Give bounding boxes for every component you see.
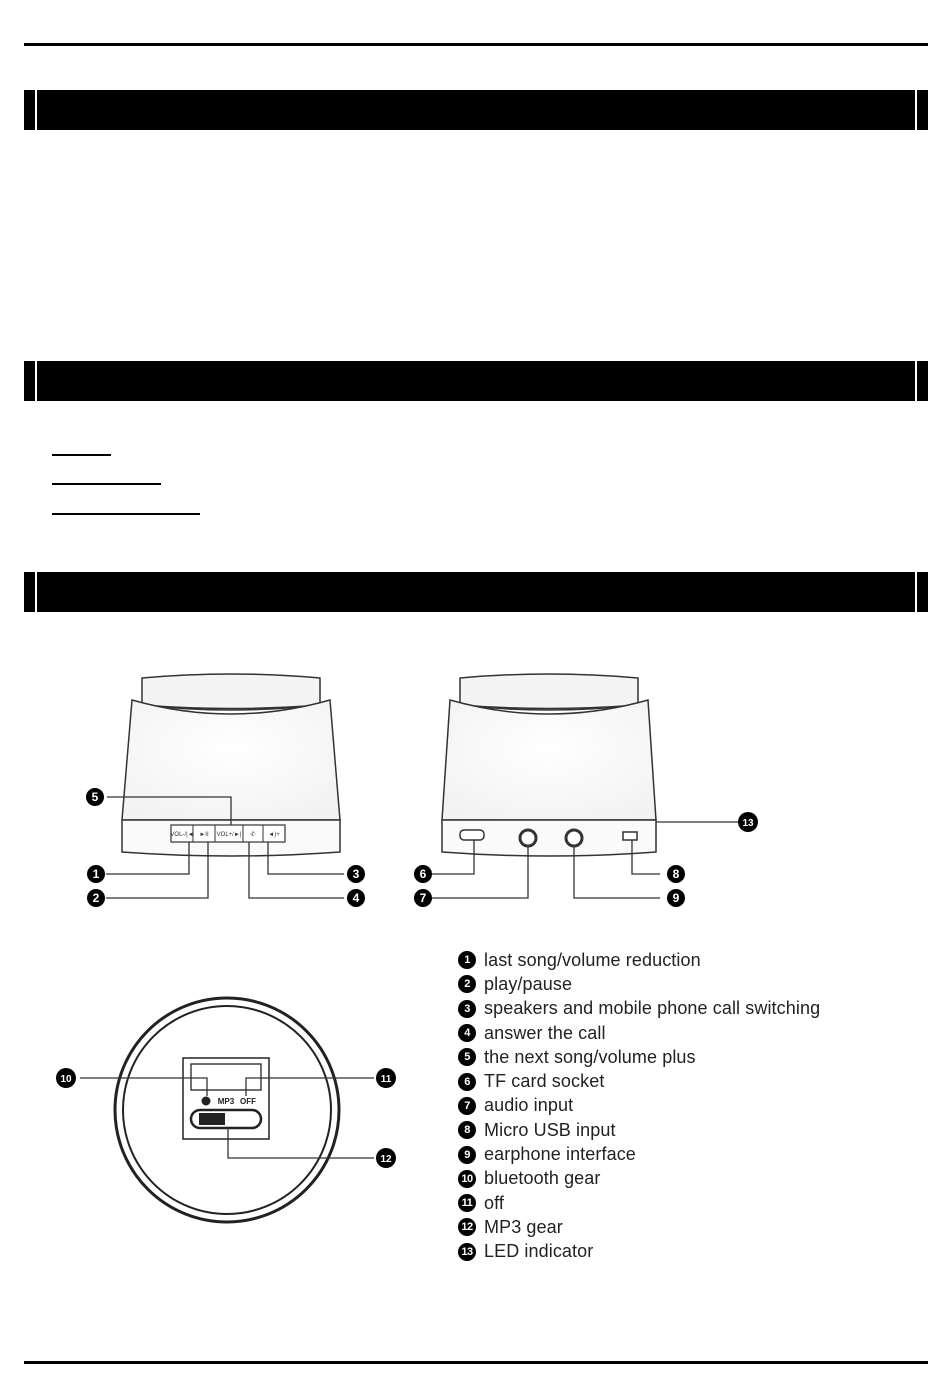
legend-text: Micro USB input (484, 1119, 616, 1140)
button-label-switch: ◄)+ (268, 832, 280, 838)
legend-item (458, 1240, 820, 1264)
legend-item (458, 1045, 820, 1069)
legend-number: 4 (458, 1024, 476, 1042)
callout-5 (86, 788, 104, 806)
legend-number: 10 (458, 1170, 476, 1188)
svg-text:1: 1 (92, 867, 100, 881)
svg-text:9: 9 (672, 891, 680, 905)
callout-11 (376, 1068, 396, 1088)
legend-text: the next song/volume plus (484, 1046, 696, 1067)
svg-text:12: 12 (380, 1154, 392, 1165)
switch-label-off: OFF (240, 1097, 256, 1106)
legend-number: 8 (458, 1121, 476, 1139)
legend-text: last song/volume reduction (484, 949, 701, 970)
legend-item (458, 948, 820, 972)
callout-3 (347, 865, 365, 883)
svg-text:2: 2 (92, 891, 100, 905)
svg-text:6: 6 (419, 867, 427, 881)
button-label-call: ✆ (250, 832, 256, 838)
legend-number: 9 (458, 1146, 476, 1164)
svg-text:13: 13 (742, 818, 754, 829)
callout-7 (414, 889, 432, 907)
svg-text:5: 5 (91, 790, 99, 804)
callout-9 (667, 889, 685, 907)
parts-legend (458, 948, 820, 1264)
callout-1 (87, 865, 105, 883)
front-view (122, 674, 340, 856)
legend-text: bluetooth gear (484, 1168, 601, 1189)
callout-10 (56, 1068, 76, 1088)
legend-text: TF card socket (484, 1071, 605, 1092)
legend-number: 6 (458, 1073, 476, 1091)
legend-item (458, 1094, 820, 1118)
legend-item (458, 972, 820, 996)
legend-text: speakers and mobile phone call switching (484, 998, 821, 1019)
legend-text: LED indicator (484, 1241, 594, 1262)
legend-text: off (484, 1192, 504, 1213)
button-label-vol-plus: VOL+/►| (216, 832, 242, 838)
legend-item (458, 1021, 820, 1045)
legend-item (458, 1142, 820, 1166)
callout-8 (667, 865, 685, 883)
legend-item (458, 1118, 820, 1142)
legend-text: answer the call (484, 1022, 606, 1043)
callout-4 (347, 889, 365, 907)
svg-text:8: 8 (672, 867, 680, 881)
callout-12 (376, 1148, 396, 1168)
legend-text: MP3 gear (484, 1216, 563, 1237)
legend-text: audio input (484, 1095, 574, 1116)
svg-text:3: 3 (352, 867, 360, 881)
legend-item (458, 1069, 820, 1093)
legend-number: 1 (458, 951, 476, 969)
callout-6 (414, 865, 432, 883)
svg-text:4: 4 (352, 891, 360, 905)
legend-number: 7 (458, 1097, 476, 1115)
legend-text: earphone interface (484, 1144, 636, 1165)
button-label-vol-minus: VOL-/|◄ (170, 832, 194, 838)
bottom-view (115, 998, 339, 1222)
callout-2 (87, 889, 105, 907)
legend-number: 2 (458, 975, 476, 993)
legend-number: 12 (458, 1218, 476, 1236)
legend-item (458, 1191, 820, 1215)
svg-text:11: 11 (380, 1074, 392, 1085)
svg-text:7: 7 (419, 891, 427, 905)
button-label-play: ►II (199, 832, 209, 838)
switch-label-mp3: MP3 (217, 1097, 235, 1106)
legend-number: 13 (458, 1243, 476, 1261)
callout-13 (738, 812, 758, 832)
svg-text:10: 10 (60, 1074, 72, 1085)
legend-item (458, 1167, 820, 1191)
legend-item (458, 1215, 820, 1239)
back-view (442, 674, 656, 856)
legend-number: 11 (458, 1194, 476, 1212)
legend-text: play/pause (484, 973, 573, 994)
legend-number: 5 (458, 1048, 476, 1066)
legend-number: 3 (458, 1000, 476, 1018)
legend-item (458, 997, 820, 1021)
